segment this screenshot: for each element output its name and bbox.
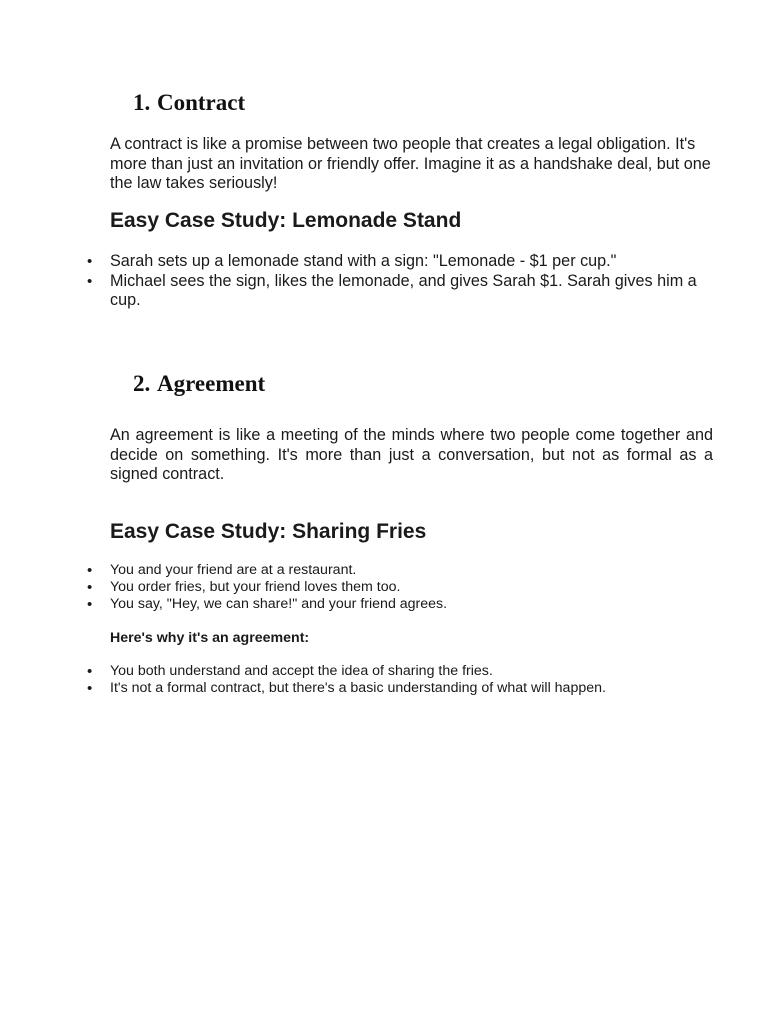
case-study-heading-fries: Easy Case Study: Sharing Fries [110, 520, 427, 543]
bullet-icon: • [87, 272, 93, 290]
list-item-text: Michael sees the sign, likes the lemonade, and gives Sarah $1. Sarah gives him a cup. [110, 271, 697, 309]
lemonade-bullet-list [0, 252, 768, 311]
list-item-text: You both understand and accept the idea of sharing the fries. [110, 663, 493, 679]
bullet-icon: • [87, 579, 93, 596]
why-agreement-label: Here's why it's an agreement: [110, 630, 310, 646]
contract-paragraph: A contract is like a promise between two people that creates a legal obligation. It's more than just an invitation or friendly offer. Imagine it as a handshake deal, but one the law takes seriously! [110, 135, 711, 192]
bullet-icon: • [87, 562, 93, 579]
list-item-text: You and your friend are at a restaurant. [110, 562, 357, 578]
list-item [0, 596, 710, 613]
list-item [0, 680, 710, 697]
list-item [0, 562, 710, 579]
section-title: Agreement [157, 371, 266, 396]
section-heading-contract [133, 89, 245, 117]
list-item-text: It's not a formal contract, but there's a basic understanding of what will happen. [110, 680, 606, 696]
list-item [0, 252, 710, 272]
list-item-text: You order fries, but your friend loves them too. [110, 579, 401, 595]
bullet-icon: • [87, 253, 93, 270]
section-number: 1. [133, 90, 151, 115]
list-item [0, 579, 710, 596]
bullet-icon: • [87, 680, 93, 697]
list-item [0, 272, 710, 311]
list-item [0, 663, 710, 680]
agreement-paragraph: An agreement is like a meeting of the minds where two people come together and decide on something. It's more than just a conversation, but not as formal as a signed contract. [110, 426, 713, 483]
list-item-text: You say, "Hey, we can share!" and your friend agrees. [110, 596, 448, 612]
section-title: Contract [157, 90, 246, 115]
case-study-heading-lemonade: Easy Case Study: Lemonade Stand [110, 209, 462, 232]
section-heading-agreement [133, 370, 265, 398]
section-number: 2. [133, 371, 151, 396]
why-bullet-list [0, 663, 768, 697]
bullet-icon: • [87, 596, 93, 613]
fries-bullet-list [0, 562, 768, 613]
bullet-icon: • [87, 663, 93, 680]
list-item-text: Sarah sets up a lemonade stand with a sign: "Lemonade - $1 per cup." [110, 252, 617, 270]
